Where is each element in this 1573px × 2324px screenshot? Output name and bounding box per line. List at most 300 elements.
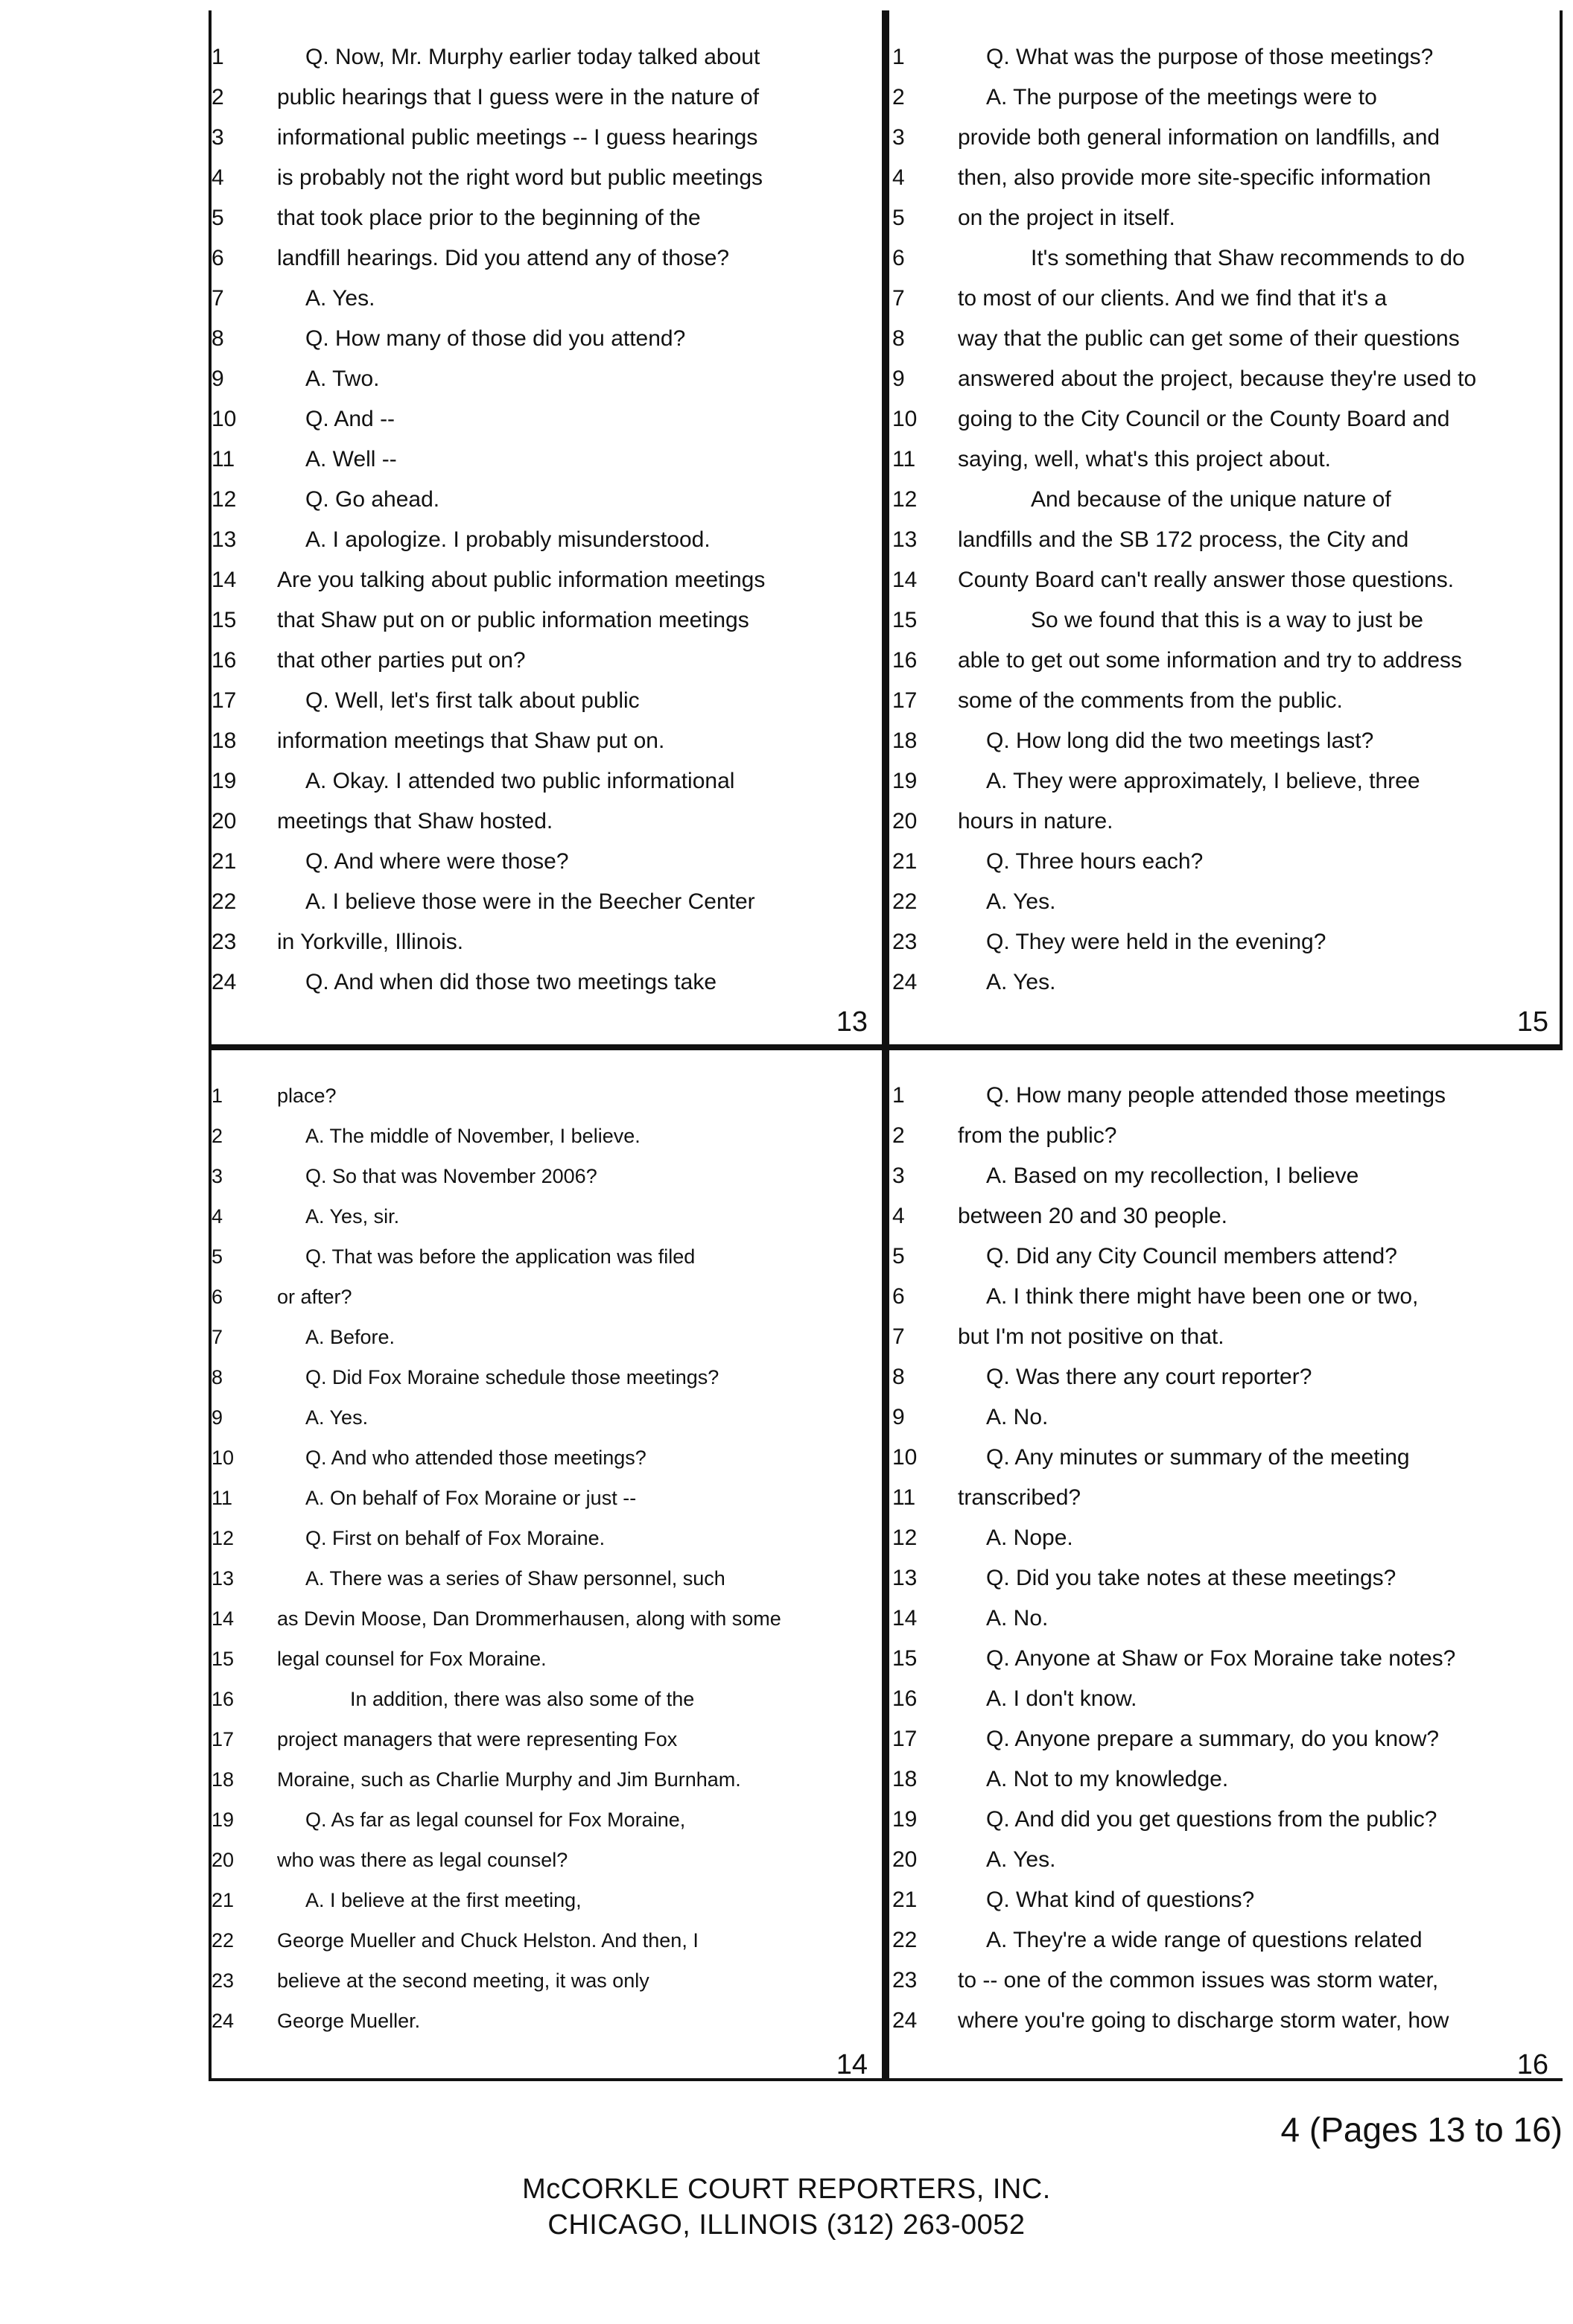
line-number: 20: [212, 809, 237, 834]
line-text: Q. And --: [305, 407, 395, 431]
line-number: 17: [212, 1727, 235, 1750]
line-text: going to the City Council or the County Board and: [958, 407, 1450, 431]
line-number: 9: [892, 1405, 905, 1429]
line-text: landfill hearings. Did you attend any of those?: [277, 246, 730, 270]
transcript-line: [889, 37, 1566, 77]
transcript-line: [209, 198, 886, 238]
line-text: A. On behalf of Fox Moraine or just --: [305, 1486, 637, 1509]
line-number: 4: [212, 1204, 223, 1228]
transcript-line: [209, 1277, 886, 1317]
transcript-line: [209, 1196, 886, 1236]
line-number: 8: [892, 326, 905, 351]
line-number: 5: [892, 1244, 905, 1269]
line-number: 24: [892, 2008, 918, 2033]
transcript-line: [209, 560, 886, 600]
line-number: 8: [892, 1365, 905, 1389]
transcript-line: [209, 1397, 886, 1438]
line-number: 2: [212, 1124, 223, 1147]
transcript-line: [209, 118, 886, 158]
line-text: Q. How many of those did you attend?: [305, 326, 686, 351]
line-number: 24: [892, 970, 918, 994]
line-text: information meetings that Shaw put on.: [277, 728, 665, 753]
transcript-line: [889, 882, 1566, 922]
transcript-line: [889, 560, 1566, 600]
line-number: 3: [212, 1164, 223, 1187]
transcript-line: [889, 962, 1566, 1003]
line-text: So we found that this is a way to just be: [1031, 608, 1423, 632]
line-text: between 20 and 30 people.: [958, 1204, 1227, 1228]
line-text: place?: [277, 1084, 337, 1107]
line-text: as Devin Moose, Dan Drommerhausen, along with some: [277, 1607, 781, 1630]
line-text: Q. What was the purpose of those meetings?: [986, 45, 1434, 69]
line-number: 7: [892, 286, 905, 311]
transcript-line: [889, 279, 1566, 319]
transcript-line: [889, 1719, 1566, 1759]
transcript-line: [889, 721, 1566, 761]
transcript-line: [209, 1598, 886, 1639]
line-number: 12: [892, 487, 918, 512]
transcript-line: [209, 1759, 886, 1800]
line-text: meetings that Shaw hosted.: [277, 809, 553, 834]
transcript-line: [889, 158, 1566, 198]
transcript-line: [209, 641, 886, 681]
line-number: 4: [212, 165, 224, 190]
line-text: A. Yes.: [986, 889, 1056, 914]
line-number: 21: [212, 1888, 235, 1911]
line-text: to -- one of the common issues was storm water,: [958, 1968, 1439, 1993]
line-text: that Shaw put on or public information meetings: [277, 608, 749, 632]
line-number: 10: [892, 1445, 918, 1470]
line-text: believe at the second meeting, it was only: [277, 1969, 649, 1992]
transcript-line: [209, 600, 886, 641]
line-text: project managers that were representing Fox: [277, 1727, 678, 1750]
transcript-line: [209, 882, 886, 922]
page-number: 14: [836, 2049, 868, 2080]
transcript-page-16: [889, 1076, 1566, 2111]
transcript-line: [209, 1961, 886, 2001]
line-text: Q. How many people attended those meetings: [986, 1083, 1446, 1108]
line-text: from the public?: [958, 1123, 1117, 1148]
line-text: Are you talking about public information meetings: [277, 568, 766, 592]
line-text: saying, well, what's this project about.: [958, 447, 1331, 472]
transcript-line: [889, 641, 1566, 681]
transcript-line: [889, 1438, 1566, 1478]
line-number: 5: [212, 206, 224, 230]
transcript-line: [209, 1679, 886, 1719]
transcript-line: [889, 1317, 1566, 1357]
transcript-line: [209, 1156, 886, 1196]
transcript-line: [889, 842, 1566, 882]
line-number: 4: [892, 165, 905, 190]
line-text: County Board can't really answer those questions.: [958, 568, 1455, 592]
transcript-line: [889, 801, 1566, 842]
transcript-line: [209, 801, 886, 842]
line-text: Q. As far as legal counsel for Fox Moraine,: [305, 1808, 686, 1831]
transcript-line: [209, 1076, 886, 1116]
line-number: 10: [892, 407, 918, 431]
line-number: 19: [892, 1807, 918, 1832]
line-number: 24: [212, 970, 237, 994]
line-number: 17: [892, 688, 918, 713]
transcript-line: [209, 962, 886, 1003]
transcript-line: [209, 439, 886, 480]
page-number: 15: [1516, 1006, 1548, 1038]
transcript-line: [889, 1277, 1566, 1317]
transcript-line: [209, 1639, 886, 1679]
line-text: A. Yes, sir.: [305, 1204, 400, 1228]
transcript-line: [209, 37, 886, 77]
line-number: 24: [212, 2009, 235, 2032]
line-text: A. There was a series of Shaw personnel, such: [305, 1566, 725, 1590]
line-text: Q. Three hours each?: [986, 849, 1204, 874]
line-number: 18: [892, 1767, 918, 1791]
transcript-line: [889, 922, 1566, 962]
line-number: 14: [892, 568, 918, 592]
line-number: 20: [212, 1848, 235, 1871]
line-text: Q. Any minutes or summary of the meeting: [986, 1445, 1410, 1470]
transcript-line: [889, 1880, 1566, 1920]
line-number: 21: [892, 849, 918, 874]
line-text: A. No.: [986, 1606, 1049, 1631]
line-number: 6: [892, 246, 905, 270]
line-text: Q. What kind of questions?: [986, 1888, 1255, 1912]
transcript-line: [889, 480, 1566, 520]
line-number: 1: [212, 45, 224, 69]
transcript-line: [889, 520, 1566, 560]
transcript-line: [209, 1920, 886, 1961]
line-number: 15: [212, 608, 237, 632]
line-text: A. They were approximately, I believe, three: [986, 769, 1420, 793]
line-text: Q. Anyone prepare a summary, do you know?: [986, 1727, 1440, 1751]
page-number: 13: [836, 1006, 868, 1038]
line-number: 20: [892, 1847, 918, 1872]
line-number: 23: [212, 1969, 235, 1992]
line-number: 7: [212, 286, 224, 311]
line-text: A. I believe those were in the Beecher Center: [305, 889, 755, 914]
line-number: 19: [212, 1808, 235, 1831]
line-number: 12: [892, 1525, 918, 1550]
line-text: that other parties put on?: [277, 648, 526, 673]
transcript-line: [889, 1558, 1566, 1598]
line-text: Q. Did you take notes at these meetings?: [986, 1566, 1396, 1590]
line-number: 3: [892, 125, 905, 150]
line-number: 10: [212, 407, 237, 431]
transcript-line: [889, 1478, 1566, 1518]
line-text: Moraine, such as Charlie Murphy and Jim Burnham.: [277, 1768, 741, 1791]
line-number: 19: [212, 769, 237, 793]
line-text: some of the comments from the public.: [958, 688, 1343, 713]
line-number: 1: [212, 1084, 223, 1107]
transcript-line: [889, 1639, 1566, 1679]
line-number: 22: [892, 1928, 918, 1952]
line-number: 13: [892, 1566, 918, 1590]
line-number: 8: [212, 1365, 223, 1388]
transcript-line: [209, 1478, 886, 1518]
line-text: A. Not to my knowledge.: [986, 1767, 1229, 1791]
transcript-line: [209, 359, 886, 399]
line-text: Q. Did any City Council members attend?: [986, 1244, 1397, 1269]
transcript-line: [209, 1840, 886, 1880]
footer: [0, 2171, 1573, 2243]
line-number: 21: [212, 849, 237, 874]
line-text: In addition, there was also some of the: [350, 1687, 695, 1710]
footer-location: CHICAGO, ILLINOIS (312) 263-0052: [547, 2209, 1026, 2241]
line-text: Q. How long did the two meetings last?: [986, 728, 1374, 753]
transcript-line: [209, 1438, 886, 1478]
transcript-line: [209, 399, 886, 439]
transcript-line: [889, 319, 1566, 359]
footer-company: McCORKLE COURT REPORTERS, INC.: [522, 2174, 1051, 2205]
line-text: Q. And when did those two meetings take: [305, 970, 716, 994]
line-number: 13: [892, 527, 918, 552]
line-text: A. Yes.: [986, 970, 1056, 994]
line-text: informational public meetings -- I guess hearings: [277, 125, 758, 150]
transcript-line: [209, 842, 886, 882]
line-number: 21: [892, 1888, 918, 1912]
line-number: 9: [892, 366, 905, 391]
transcript-line: [889, 118, 1566, 158]
line-number: 17: [212, 688, 237, 713]
line-number: 12: [212, 1526, 235, 1549]
line-text: A. Yes.: [986, 1847, 1056, 1872]
line-text: It's something that Shaw recommends to do: [1031, 246, 1465, 270]
line-text: A. Based on my recollection, I believe: [986, 1163, 1359, 1188]
transcript-line: [889, 1156, 1566, 1196]
transcript-line: [209, 1236, 886, 1277]
line-text: And because of the unique nature of: [1031, 487, 1391, 512]
line-text: that took place prior to the beginning of the: [277, 206, 701, 230]
transcript-line: [209, 319, 886, 359]
line-number: 12: [212, 487, 237, 512]
line-number: 20: [892, 809, 918, 834]
transcript-line: [889, 1236, 1566, 1277]
line-text: to most of our clients. And we find that it's a: [958, 286, 1388, 311]
line-text: in Yorkville, Illinois.: [277, 930, 464, 954]
line-number: 15: [212, 1647, 235, 1670]
line-text: A. No.: [986, 1405, 1049, 1429]
line-number: 13: [212, 527, 237, 552]
transcript-line: [889, 600, 1566, 641]
line-text: provide both general information on landfills, and: [958, 125, 1440, 150]
transcript-line: [889, 1961, 1566, 2001]
transcript-page-13: [209, 37, 886, 1073]
line-text: Q. Now, Mr. Murphy earlier today talked about: [305, 45, 760, 69]
transcript-line: [889, 359, 1566, 399]
line-text: or after?: [277, 1285, 352, 1308]
line-number: 14: [212, 1607, 235, 1630]
line-number: 4: [892, 1204, 905, 1228]
transcript-line: [209, 1116, 886, 1156]
transcript-line: [209, 279, 886, 319]
line-number: 1: [892, 1083, 905, 1108]
transcript-line: [889, 1196, 1566, 1236]
transcript-page-15: [889, 37, 1566, 1073]
line-number: 18: [212, 1768, 235, 1791]
line-number: 7: [212, 1325, 223, 1348]
line-text: A. Before.: [305, 1325, 395, 1348]
line-number: 15: [892, 608, 918, 632]
line-number: 8: [212, 326, 224, 351]
transcript-line: [889, 1800, 1566, 1840]
transcript-line: [209, 1317, 886, 1357]
line-number: 9: [212, 1406, 223, 1429]
line-text: Q. And who attended those meetings?: [305, 1446, 646, 1469]
line-number: 22: [212, 1928, 235, 1952]
line-text: landfills and the SB 172 process, the City and: [958, 527, 1409, 552]
pages-range-label: 4 (Pages 13 to 16): [1280, 2110, 1563, 2149]
line-number: 18: [212, 728, 237, 753]
transcript-line: [889, 77, 1566, 118]
page-number: 16: [1516, 2049, 1548, 2080]
line-text: A. I believe at the first meeting,: [305, 1888, 582, 1911]
line-text: Q. Go ahead.: [305, 487, 440, 512]
line-number: 23: [892, 930, 918, 954]
line-number: 6: [892, 1284, 905, 1309]
transcript-line: [209, 1800, 886, 1840]
transcript-line: [889, 238, 1566, 279]
line-number: 5: [892, 206, 905, 230]
transcript-line: [889, 2001, 1566, 2041]
line-number: 5: [212, 1245, 223, 1268]
transcript-line: [889, 681, 1566, 721]
line-number: 11: [212, 1486, 233, 1509]
line-number: 16: [212, 648, 237, 673]
transcript-line: [209, 158, 886, 198]
line-number: 6: [212, 246, 224, 270]
line-number: 11: [212, 447, 235, 472]
line-text: A. I think there might have been one or two,: [986, 1284, 1419, 1309]
transcript-line: [209, 520, 886, 560]
transcript-line: [209, 1518, 886, 1558]
transcript-line: [889, 1076, 1566, 1116]
line-text: answered about the project, because they're used to: [958, 366, 1477, 391]
transcript-line: [889, 1116, 1566, 1156]
line-text: hours in nature.: [958, 809, 1113, 834]
line-number: 7: [892, 1324, 905, 1349]
transcript-line: [209, 761, 886, 801]
line-text: A. The purpose of the meetings were to: [986, 85, 1377, 109]
transcript-line: [209, 1357, 886, 1397]
line-text: George Mueller and Chuck Helston. And then, I: [277, 1928, 699, 1952]
line-number: 2: [892, 85, 905, 109]
transcript-line: [889, 761, 1566, 801]
line-text: but I'm not positive on that.: [958, 1324, 1224, 1349]
line-text: Q. So that was November 2006?: [305, 1164, 597, 1187]
transcript-line: [209, 681, 886, 721]
line-number: 3: [892, 1163, 905, 1188]
line-text: able to get out some information and try to address: [958, 648, 1463, 673]
transcript-line: [889, 1518, 1566, 1558]
line-number: 13: [212, 1566, 235, 1590]
transcript-line: [889, 1679, 1566, 1719]
transcript-line: [209, 1880, 886, 1920]
line-text: A. Okay. I attended two public informational: [305, 769, 735, 793]
line-text: Q. Did Fox Moraine schedule those meetings?: [305, 1365, 719, 1388]
line-text: A. I apologize. I probably misunderstood.: [305, 527, 711, 552]
transcript-line: [889, 1759, 1566, 1800]
transcript-line: [889, 1920, 1566, 1961]
transcript-line: [889, 198, 1566, 238]
transcript-line: [209, 922, 886, 962]
transcript-line: [209, 1719, 886, 1759]
line-text: Q. First on behalf of Fox Moraine.: [305, 1526, 606, 1549]
line-number: 2: [892, 1123, 905, 1148]
transcript-frame: [209, 10, 1563, 2081]
line-text: A. The middle of November, I believe.: [305, 1124, 641, 1147]
line-text: public hearings that I guess were in the nature of: [277, 85, 760, 109]
line-text: A. Two.: [305, 366, 380, 391]
transcript-line: [889, 399, 1566, 439]
line-number: 6: [212, 1285, 223, 1308]
line-number: 17: [892, 1727, 918, 1751]
transcript-line: [209, 480, 886, 520]
transcript-line: [209, 77, 886, 118]
line-number: 16: [892, 1686, 918, 1711]
line-number: 22: [892, 889, 918, 914]
line-number: 22: [212, 889, 237, 914]
line-text: Q. And where were those?: [305, 849, 569, 874]
line-number: 14: [892, 1606, 918, 1631]
line-text: transcribed?: [958, 1485, 1081, 1510]
line-text: Q. Well, let's first talk about public: [305, 688, 640, 713]
line-text: A. Yes.: [305, 286, 375, 311]
line-number: 9: [212, 366, 224, 391]
line-number: 18: [892, 728, 918, 753]
transcript-line: [209, 1558, 886, 1598]
transcript-line: [209, 721, 886, 761]
transcript-line: [889, 1357, 1566, 1397]
line-text: George Mueller.: [277, 2009, 421, 2032]
transcript-line: [209, 238, 886, 279]
line-text: Q. They were held in the evening?: [986, 930, 1326, 954]
line-number: 19: [892, 769, 918, 793]
transcript-line: [889, 1840, 1566, 1880]
transcript-line: [889, 1598, 1566, 1639]
transcript-line: [209, 2001, 886, 2041]
transcript-page-14: [209, 1076, 886, 2111]
line-number: 11: [892, 1485, 916, 1510]
line-number: 16: [212, 1687, 235, 1710]
line-text: is probably not the right word but public meetings: [277, 165, 763, 190]
line-text: on the project in itself.: [958, 206, 1175, 230]
line-text: A. Nope.: [986, 1525, 1073, 1550]
line-text: A. Well --: [305, 447, 397, 472]
line-number: 23: [212, 930, 237, 954]
line-text: A. They're a wide range of questions related: [986, 1928, 1423, 1952]
line-text: then, also provide more site-specific information: [958, 165, 1431, 190]
line-text: Q. And did you get questions from the public?: [986, 1807, 1437, 1832]
line-number: 2: [212, 85, 224, 109]
transcript-line: [889, 439, 1566, 480]
line-text: Q. Anyone at Shaw or Fox Moraine take notes?: [986, 1646, 1456, 1671]
line-number: 14: [212, 568, 237, 592]
line-number: 15: [892, 1646, 918, 1671]
transcript-line: [889, 1397, 1566, 1438]
line-text: Q. That was before the application was filed: [305, 1245, 696, 1268]
line-number: 3: [212, 125, 224, 150]
line-text: Q. Was there any court reporter?: [986, 1365, 1312, 1389]
line-number: 11: [892, 447, 916, 472]
line-number: 16: [892, 648, 918, 673]
line-text: legal counsel for Fox Moraine.: [277, 1647, 547, 1670]
line-text: way that the public can get some of their questions: [958, 326, 1460, 351]
line-text: where you're going to discharge storm water, how: [958, 2008, 1449, 2033]
line-number: 10: [212, 1446, 235, 1469]
line-number: 1: [892, 45, 905, 69]
line-text: A. I don't know.: [986, 1686, 1137, 1711]
line-text: A. Yes.: [305, 1406, 369, 1429]
line-text: who was there as legal counsel?: [277, 1848, 568, 1871]
